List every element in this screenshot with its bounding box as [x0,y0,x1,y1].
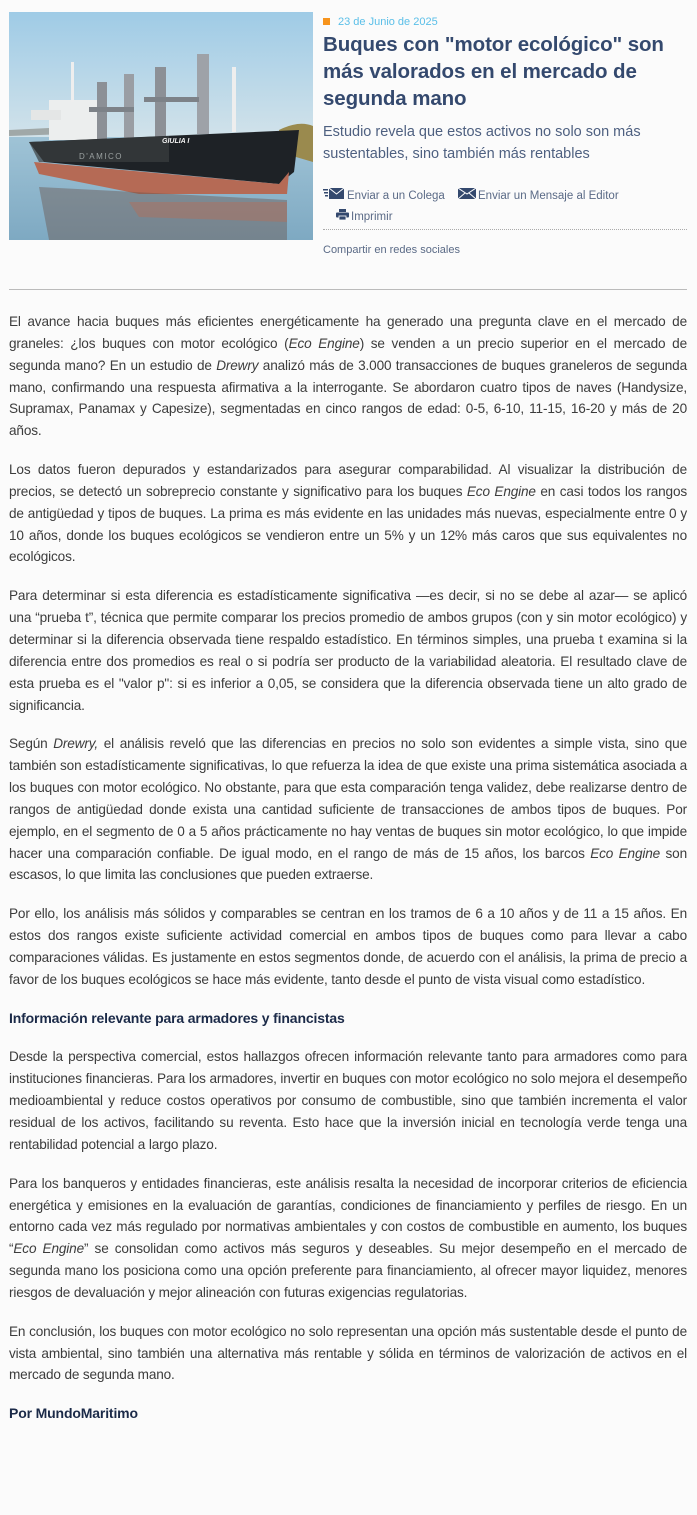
article-paragraph [9,733,687,886]
header-divider [9,289,687,290]
article-date [323,14,687,29]
text-segment: Por MundoMaritimo [9,1405,138,1422]
print-link[interactable] [336,207,393,228]
text-segment: ” se consolidan como activos más seguros y deseables. Su mejor desempeño en el mercado de segunda mano los posiciona como una opción preferente para financiamiento, al ofrecer mayor liquidez, menores riesgos de devaluación y mejor alineación con futuras exigencias regulatorias. [9,1241,687,1300]
share-social-link[interactable]: Compartir en redes sociales [323,244,460,256]
envelope-icon [458,186,476,207]
send-to-colleague-link[interactable] [323,186,445,207]
text-segment: analizó más de 3.000 transacciones de buques graneleros de segunda mano, confirmando una respuesta afirmativa a la interrogante. Se abordaron cuatro tipos de naves (Handysize, Supramax, Panamax y Capesize), segmentadas en cinco rangos de edad: 0-5, 6-10, 11-15, 16-20 y más de 20 años. [9,357,688,439]
article-header [323,14,687,256]
article-paragraph [9,311,687,442]
article-photo-ship [9,12,313,240]
send-to-colleague-label: Enviar a un Colega [347,190,445,202]
text-segment: en casi todos los rangos de antigüedad y tipos de buques. La prima es más evidente en las unidades más nuevas, especialmente entre 0 y 10 años, donde los buques ecológicos se vendieron entre un 5% y un 12% más caros que sus equivalentes no ecológicos. [9,483,688,565]
printer-icon [336,207,349,228]
article-paragraph [9,1046,687,1155]
article-subtitle: Estudio revela que estos activos no solo son más sustentables, sino también más rentables [323,124,641,162]
text-segment: Por ello, los análisis más sólidos y comparables se centran en los tramos de 6 a 10 años y de 11 a 15 años. En estos dos rangos existe suficiente actividad comercial en ambos tipos de buques como para llevar a cabo comparaciones válidas. Es justamente en estos segmentos donde, de acuerdo con el análisis, la prima de precio a favor de los buques ecológicos se hace más evidente, tanto desde el punto de vista visual como estadístico. [9,906,687,987]
italic-text: Drewry [216,357,259,373]
text-segment: El avance hacia buques más eficientes energéticamente ha generado una pregunta clave en el mercado de graneles: ¿los buques con motor ecológico ( [9,314,687,351]
article-subheading [9,1008,687,1030]
italic-text: Eco Engine [288,335,360,351]
text-segment: son escasos, lo que limita las conclusiones que pueden extraerse. [9,845,687,883]
article-paragraph [9,1321,687,1387]
article-paragraph [9,459,687,568]
italic-text: Eco Engine [590,845,661,861]
text-segment: ) se venden a un precio superior en el mercado de segunda mano? En un estudio de [9,335,687,373]
italic-text: Eco Engine [13,1241,84,1257]
article-body [9,311,687,1442]
text-segment: Información relevante para armadores y financistas [9,1009,345,1026]
article-subheading [9,1403,687,1425]
text-segment: Los datos fueron depurados y estandarizados para asegurar comparabilidad. Al visualizar la distribución de precios, se detectó un sobreprecio constante y significativo para los buques [9,462,687,499]
article-actions [323,186,687,228]
italic-text: Eco Engine [466,483,536,499]
date-text: 23 de Junio de 2025 [338,15,438,28]
bullet-square-icon [323,18,330,25]
article-paragraph [9,903,687,990]
send-to-editor-link[interactable] [458,186,619,207]
text-segment: Para determinar si esta diferencia es estadísticamente significativa —es decir, si no se debe al azar— se aplicó una “prueba t”, técnica que permite comparar los precios promedio de ambos grupos (con y sin motor ecológico) y determinar si la diferencia observada tiene respaldo estadístico. En términos simples, una prueba t examina si la diferencia entre dos promedios es real o si podría ser producto de la variabilidad aleatoria. El resultado clave de esta prueba es el "valor p": si es inferior a 0,05, se considera que la diferencia observada tiene un alto grado de significancia. [9,588,687,713]
dotted-divider [323,229,687,230]
text-segment: Desde la perspectiva comercial, estos hallazgos ofrecen información relevante tanto para armadores como para instituciones financieras. Para los armadores, invertir en buques con motor ecológico no solo mejora el desempeño medioambiental y reduce costos operativos por consumo de combustible, sino que también incrementa el valor residual de los activos, facilitando su reventa. Esto hace que la inversión inicial en tecnología verde tenga una rentabilidad potencial a largo plazo. [9,1049,687,1152]
text-segment: Para los banqueros y entidades financieras, este análisis resalta la necesidad de incorporar criterios de eficiencia energética y emisiones en la evaluación de garantías, condiciones de financiamiento y perfiles de riesgo. En un entorno cada vez más regulado por normativas ambientales y con costos de combustible en aumento, los buques “ [9,1175,687,1257]
send-to-editor-label: Enviar un Mensaje al Editor [478,190,619,202]
text-segment: el análisis reveló que las diferencias en precios no solo son evidentes a simple vista, sino que también son estadísticamente significativas, lo que refuerza la idea de que existe una prima sistemática asociada a los buques con motor ecológico. No obstante, para que esta comparación tenga validez, debe realizarse dentro de rangos de antigüedad donde exista una cantidad suficiente de transacciones de ambos tipos de buques. Por ejemplo, en el segmento de 0 a 5 años prácticamente no hay ventas de buques sin motor ecológico, lo que impide hacer una comparación confiable. De igual modo, en el rango de más de 15 años, los barcos [9,736,688,861]
article-title: Buques con "motor ecológico" son más valorados en el mercado de segunda mano [323,33,664,110]
italic-text: Drewry, [53,736,99,752]
text-segment: Según [9,736,54,752]
ship-company-lettering: D'AMICO [79,152,124,161]
send-mail-icon [323,186,345,207]
ship-name-lettering: GIULIA I [162,138,190,145]
article-paragraph [9,585,687,716]
text-segment: En conclusión, los buques con motor ecológico no solo representan una opción más sustentable desde el punto de vista ambiental, sino también una alternativa más rentable y sólida en términos de valorización de activos en el mercado de segunda mano. [9,1323,687,1383]
print-label: Imprimir [351,211,393,223]
article-paragraph [9,1173,687,1304]
